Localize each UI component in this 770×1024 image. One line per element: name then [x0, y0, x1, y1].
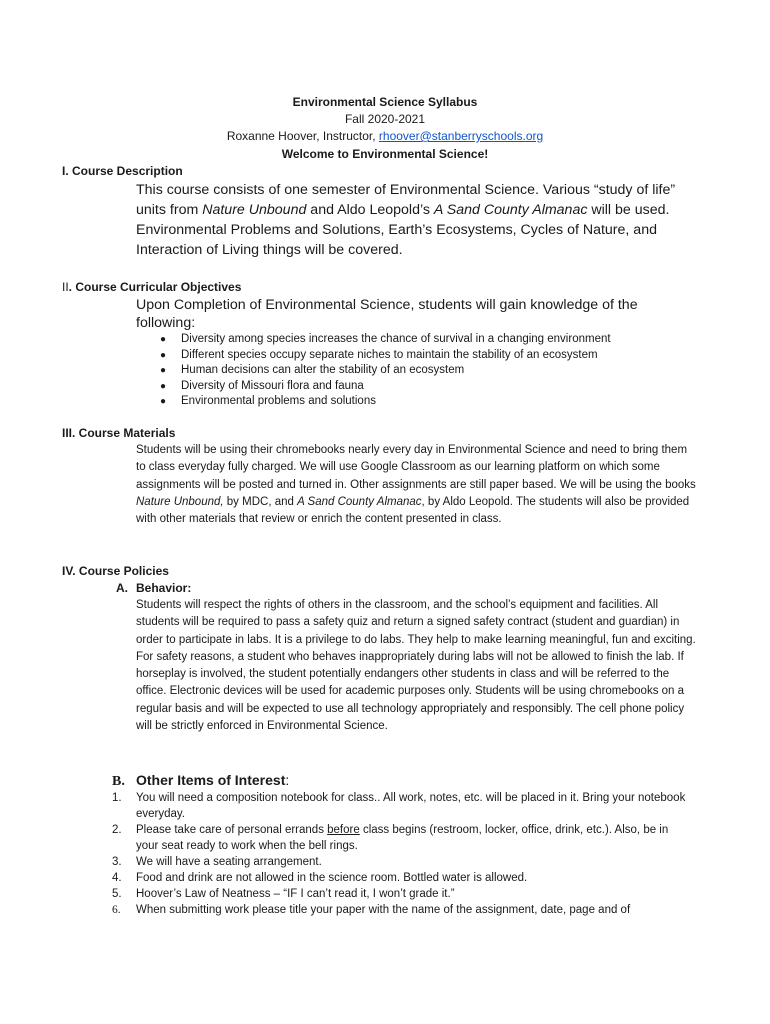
course-materials-text: Students will be using their chromebooks nearly every day in Environmental Science and need to bring them to class everyday fully charged. We will use Google Classroom as our learning platform on which some assignments will be posted and turned in. Other assignments are still paper based. We will be using the books Nature Unbound, by MDC, and A Sand County Almanac, by Aldo Leopold. The students will also be provided with other materials that review or enrich the content presented in class.	[136, 444, 696, 526]
list-item: 5. Hoover’s Law of Neatness – “IF I can’t read it, I won’t grade it.”	[112, 888, 455, 900]
behavior-text: Students will respect the rights of others in the classroom, and the school’s equipment and facilities. All students will be required to pass a safety quiz and return a signed safety contract (student and guardian) in order to participate in labs. It is a privilege to do labs. They help to make learning meaningful, fun and exciting. For safety reasons, a student who behaves inappropriately during labs will not be allowed to finish the lab. If horseplay is involved, the student potentially endangers other students in class and will be referred to the office. Electronic devices will be used for academic purposes only. Students will be using chromebooks on a regular basis and will be expected to use all technology appropriately and responsibly. The cell phone policy will be strictly enforced in Environmental Science.	[136, 599, 696, 733]
section-1-heading: I. Course Description	[62, 164, 183, 178]
bullet-icon: ●	[160, 349, 167, 361]
section-4-heading: IV. Course Policies	[62, 564, 169, 578]
list-item: 4. Food and drink are not allowed in the science room. Bottled water is allowed.	[112, 872, 528, 884]
bullet-icon: ●	[160, 365, 167, 376]
instructor-email-link[interactable]: rhoover@stanberryschools.org	[378, 129, 544, 143]
objectives-intro: Upon Completion of Environmental Science, students will gain knowledge of the following:	[136, 297, 638, 331]
list-item: 1. You will need a composition notebook for class.. All work, notes, etc. will be placed in it. Bring your notebook everyday.	[112, 792, 686, 820]
list-item: ● Diversity among species increases the chance of survival in a changing environment	[160, 332, 611, 348]
instructor-line	[0, 128, 770, 144]
instructor-name: Roxanne Hoover, Instructor,	[226, 129, 379, 143]
bullet-icon: ●	[160, 396, 167, 407]
list-item: 3. We will have a seating arrangement.	[112, 856, 322, 868]
list-item: ● Human decisions can alter the stability of an ecosystem	[160, 363, 611, 379]
bullet-icon: ●	[160, 380, 167, 392]
section-3-heading: III. Course Materials	[62, 426, 176, 440]
list-item: ● Environmental problems and solutions	[160, 394, 611, 410]
other-items-heading: B. Other Items of Interest:	[112, 772, 290, 789]
section-2-heading: II. Course Curricular Objectives	[62, 280, 242, 294]
behavior-heading: A. Behavior:	[116, 581, 192, 595]
course-description-text: This course consists of one semester of Environmental Science. Various “study of life” units from Nature Unbound and Aldo Leopold’s A Sand County Almanac will be used. Environmental Problems and Solutions, Earth’s Ecosystems, Cycles of Nature, and Interaction of Living things will be covered.	[136, 182, 676, 258]
list-item: ● Diversity of Missouri flora and fauna	[160, 379, 611, 395]
welcome-line: Welcome to Environmental Science!	[281, 147, 489, 161]
objectives-list	[160, 332, 611, 410]
list-item: 2. Please take care of personal errands before class begins (restroom, locker, office, drink, etc.). Also, be in your seat ready to work when the bell rings.	[112, 824, 669, 852]
term-line: Fall 2020-2021	[344, 112, 426, 126]
bullet-icon: ●	[160, 334, 167, 345]
other-items-list	[112, 790, 692, 918]
document-title: Environmental Science Syllabus	[292, 95, 478, 109]
list-item: ● Different species occupy separate niches to maintain the stability of an ecosystem	[160, 348, 611, 364]
list-item: 6. When submitting work please title your paper with the name of the assignment, date, page and of	[112, 904, 631, 916]
